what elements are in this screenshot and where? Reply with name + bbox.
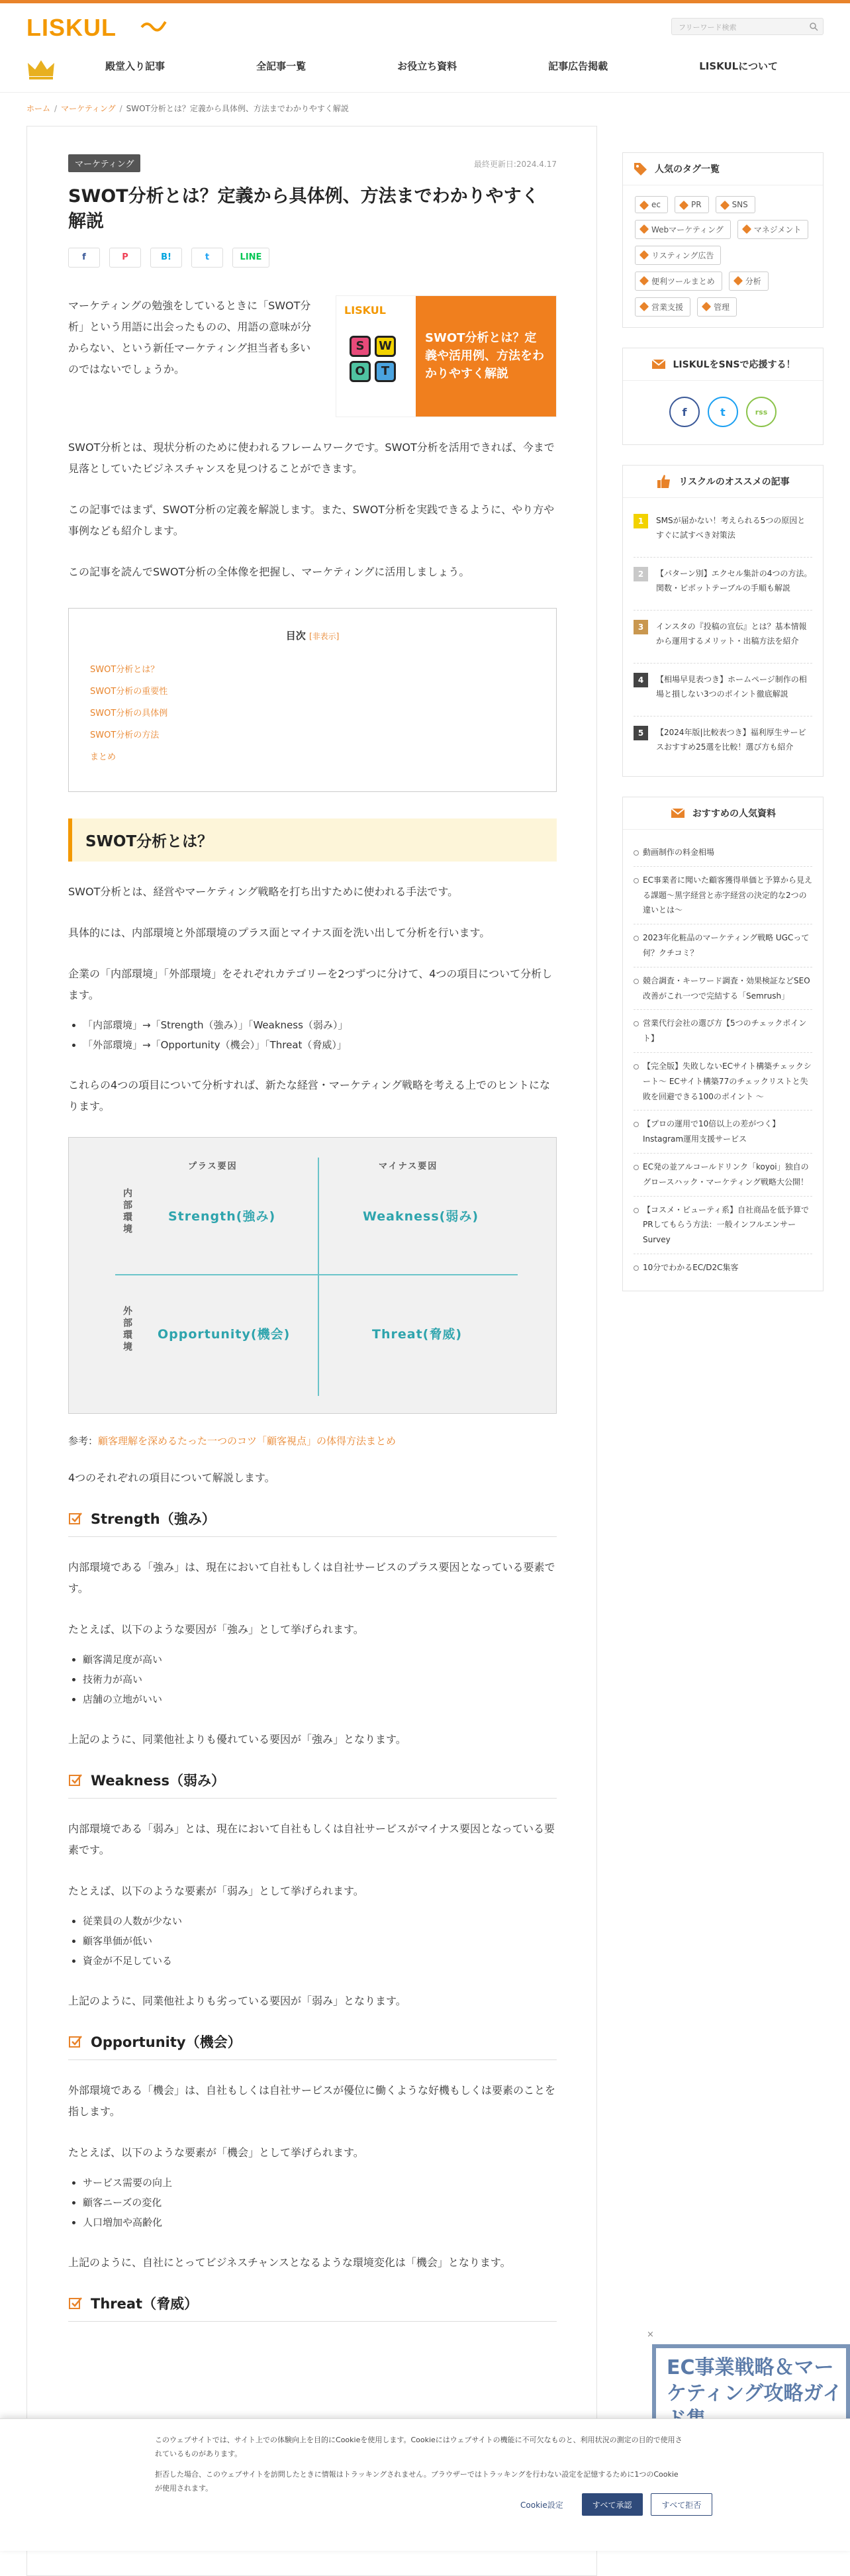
ranking-item-title[interactable]: インスタの『投稿の宣伝』とは？基本情報から運用するメリット・出稿方法を紹介 <box>656 622 807 646</box>
body-paragraph: 上記のように、自社にとってビジネスチャンスとなるような環境変化は「機会」となります。 <box>68 2255 511 2269</box>
toc-title: 目次 <box>285 629 306 642</box>
tag-admin[interactable]: 管理 <box>697 297 737 317</box>
intro-paragraph: マーケティングの勉強をしているときに「SWOT分析」という用語に出会ったものの、用語の意味が分からない、という新任マーケティング担当者も多いのではないでしょうか。 <box>68 299 312 375</box>
list-item: • 「外部環境」→「Opportunity（機会）」「Threat（脅威）」 <box>83 1035 557 1055</box>
share-buttons <box>68 248 557 268</box>
thumbs-up-icon <box>656 473 672 489</box>
logo-wave-icon <box>140 21 167 32</box>
matrix-horizontal-divider <box>115 1274 518 1275</box>
search-icon[interactable] <box>809 22 818 31</box>
facebook-share-button[interactable]: f <box>68 248 100 268</box>
table-of-contents <box>68 608 557 792</box>
list-item: • 顧客単価が低い <box>83 1931 557 1951</box>
ranking-item[interactable] <box>634 611 812 664</box>
resource-link[interactable]: 2023年化粧品のマーケティング戦略 UGCって何？クチコミ？ <box>634 924 812 967</box>
intro-paragraph: SWOT分析とは、現状分析のために使われるフレームワークです。SWOT分析を活用できれば、今まで見落としていたビジネスチャンスを見つけることができます。 <box>68 440 555 475</box>
matrix-internal-label: 内部環境 <box>122 1187 132 1236</box>
rank-number: 2 <box>634 567 648 581</box>
resource-link[interactable]: 【プロの運用で10倍以上の差がつく】Instagram運用支援サービス <box>634 1111 812 1154</box>
checkbox-icon <box>68 1773 83 1787</box>
resources-widget-title: おすすめの人気資料 <box>692 809 777 819</box>
site-logo[interactable]: LISKUL <box>26 14 117 41</box>
subsection-heading-strength: Strength（強み） <box>91 1511 216 1527</box>
rank-number: 1 <box>634 514 648 528</box>
list-item: • 人口増加や高齢化 <box>83 2212 557 2232</box>
resource-link[interactable]: 動画制作の料金相場 <box>634 839 812 867</box>
article-container <box>26 126 597 2576</box>
cookie-settings-button[interactable]: Cookie設定 <box>510 2493 574 2516</box>
tag-analysis[interactable]: 分析 <box>729 272 769 291</box>
rank-number: 3 <box>634 620 648 634</box>
list-item: • サービス需要の向上 <box>83 2173 557 2193</box>
section-heading-swot: SWOT分析とは？ <box>68 818 557 862</box>
eyecatch-caption: SWOT分析とは？定義や活用例、方法をわかりやすく解説 <box>416 296 556 417</box>
tag-icon <box>632 161 648 177</box>
popular-resources-widget <box>622 797 824 1291</box>
ranking-widget-title: リスクルのオススメの記事 <box>679 477 790 487</box>
swot-t-tile: T <box>375 361 396 382</box>
eyecatch-logo: LISKUL <box>344 303 386 317</box>
cookie-text: このウェブサイトでは、サイト上での体験向上を目的にCookieを使用します。Cookieにはウェブサイトの機能に不可欠なものと、利用状況の測定の目的で使用されているものがあります。 <box>155 2436 683 2458</box>
mail-icon <box>670 805 686 821</box>
ranking-item[interactable] <box>634 717 812 769</box>
body-paragraph: たとえば、以下のような要素が「弱み」として挙げられます。 <box>68 1884 364 1897</box>
cookie-text: 拒否した場合、このウェブサイトを訪問したときに情報はトラッキングされません。ブラウザーではトラッキングを行わない設定を記憶するために1つのCookieが使用されます。 <box>155 2469 679 2493</box>
toc-item[interactable]: SWOT分析の重要性 <box>90 686 168 697</box>
breadcrumb-home[interactable]: ホーム <box>26 104 51 113</box>
swot-s-tile: S <box>350 336 371 357</box>
twitter-share-button[interactable]: t <box>191 248 223 268</box>
rank-number: 4 <box>634 673 648 687</box>
hatena-share-button[interactable]: B! <box>150 248 182 268</box>
reference-label: 参考： <box>68 1434 99 1447</box>
ranking-item-title[interactable]: 【パターン別】エクセル集計の4つの方法。関数・ピボットテーブルの手順も解説 <box>656 569 812 593</box>
rss-follow-button[interactable]: rss <box>746 397 777 427</box>
subsection-heading-opportunity: Opportunity（機会） <box>91 2034 242 2050</box>
nav-item-about[interactable]: LISKULについて <box>699 60 778 72</box>
mail-icon <box>651 356 667 372</box>
twitter-follow-button[interactable]: t <box>708 397 738 427</box>
resource-link[interactable]: 10分でわかるEC/D2C集客 <box>634 1254 812 1281</box>
list-item: • 店舗の立地がいい <box>83 1689 557 1709</box>
body-paragraph: 内部環境である「強み」は、現在において自社もしくは自社サービスのプラス要因となっている要素です。 <box>68 1560 555 1595</box>
nav-item-hall-of-fame[interactable]: 殿堂入り記事 <box>105 60 165 72</box>
matrix-external-label: 外部環境 <box>122 1305 132 1354</box>
banner-text[interactable]: EC事業戦略＆マーケティング攻略ガイ <box>667 2356 843 2405</box>
cookie-consent-bar <box>0 2418 850 2551</box>
tag-tools[interactable]: 便利ツールまとめ <box>635 272 722 291</box>
breadcrumb-category[interactable]: マーケティング <box>61 104 116 113</box>
subsection-heading-threat: Threat（脅威） <box>91 2295 199 2312</box>
rank-number: 5 <box>634 726 648 740</box>
toc-item[interactable]: SWOT分析の具体例 <box>90 708 168 718</box>
list-item: • 従業員の人数が少ない <box>83 1911 557 1931</box>
tag-sns[interactable]: SNS <box>716 196 755 213</box>
line-share-button[interactable]: LINE <box>232 248 269 268</box>
list-item: • 技術力が高い <box>83 1669 557 1689</box>
body-paragraph: 上記のように、同業他社よりも劣っている要因が「弱み」となります。 <box>68 1994 406 2007</box>
body-paragraph: SWOT分析とは、経営やマーケティング戦略を打ち出すために使われる手法です。 <box>68 885 459 898</box>
breadcrumb-current: SWOT分析とは？定義から具体例、方法までわかりやすく解説 <box>126 104 349 113</box>
nav-item-resources[interactable]: お役立ち資料 <box>397 60 457 72</box>
body-paragraph: 内部環境である「弱み」とは、現在において自社もしくは自社サービスがマイナス要因となっている要素です。 <box>68 1822 555 1856</box>
search-input[interactable]: フリーワード検索 <box>671 18 824 35</box>
body-paragraph: 具体的には、内部環境と外部環境のプラス面とマイナス面を洗い出して分析を行います。 <box>68 926 491 939</box>
tags-widget-title: 人気のタグ一覧 <box>655 164 720 175</box>
ranking-item-title[interactable]: 【2024年版|比較表つき】福利厚生サービスおすすめ25選を比較！選び方も紹介 <box>656 728 806 752</box>
checkbox-icon <box>68 1511 83 1526</box>
ranking-item-title[interactable]: SMSが届かない！考えられる5つの原因とすぐに試すべき対策法 <box>656 516 806 540</box>
floating-banner[interactable] <box>647 2330 850 2430</box>
body-paragraph: 上記のように、同業他社よりも優れている要因が「強み」となります。 <box>68 1732 406 1746</box>
breadcrumb: ホーム / マーケティング / SWOT分析とは？定義から具体例、方法までわかりやすく解説 <box>26 104 349 113</box>
sns-widget <box>622 348 824 445</box>
ranking-item[interactable] <box>634 664 812 717</box>
list-item: • 顧客満足度が高い <box>83 1650 557 1669</box>
cookie-accept-button[interactable]: すべて承認 <box>582 2493 643 2516</box>
category-badge[interactable]: マーケティング <box>68 154 140 172</box>
reference-link[interactable]: 顧客理解を深めるたった一つのコツ「顧客視点」の体得方法まとめ <box>98 1434 397 1447</box>
body-paragraph: 4つのそれぞれの項目について解説します。 <box>68 1471 275 1484</box>
tag-management[interactable]: マネジメント <box>737 220 809 239</box>
matrix-weakness: Weakness(弱み) <box>363 1209 479 1224</box>
ranking-item[interactable] <box>634 505 812 558</box>
banner-close-icon[interactable]: × <box>647 2330 654 2340</box>
matrix-strength: Strength(強み) <box>168 1209 276 1224</box>
swot-o-tile: O <box>350 361 371 382</box>
pocket-share-button[interactable]: P <box>109 248 141 268</box>
checkbox-icon <box>68 2034 83 2049</box>
list-item: • 資金が不足している <box>83 1951 557 1971</box>
intro-paragraph: この記事ではまず、SWOT分析の定義を解説します。また、SWOT分析を実践できるように、やり方や事例なども紹介します。 <box>68 503 555 537</box>
matrix-opportunity: Opportunity(機会) <box>158 1326 291 1342</box>
list-item: • 顧客ニーズの変化 <box>83 2193 557 2212</box>
site-header <box>0 3 850 43</box>
matrix-plus-label: プラス要因 <box>188 1161 238 1171</box>
resource-link[interactable]: 営業代行会社の選び方【5つのチェックポイント】 <box>634 1010 812 1053</box>
facebook-follow-button[interactable]: f <box>669 397 700 427</box>
tag-pr[interactable]: PR <box>675 196 709 213</box>
sns-widget-title: LISKULをSNSで応援する！ <box>673 360 796 370</box>
swot-w-tile: W <box>375 336 396 357</box>
ranking-item-title[interactable]: 【相場早見表つき】ホームページ制作の相場と損しない3つのポイント徹底解説 <box>656 675 807 699</box>
ranking-item[interactable] <box>634 558 812 611</box>
resource-link[interactable]: EC発の並アルコールドリンク「koyoi」独自のグロースハック・マーケティング戦略大公開！ <box>634 1154 812 1197</box>
subsection-heading-weakness: Weakness（弱み） <box>91 1772 225 1789</box>
nav-item-all-articles[interactable]: 全記事一覧 <box>256 60 307 72</box>
tag-ec[interactable]: ec <box>635 196 668 213</box>
body-paragraph: 外部環境である「機会」は、自社もしくは自社サービスが優位に働くような好機もしくは要素のことを指します。 <box>68 2083 556 2118</box>
popular-tags-widget <box>622 152 824 328</box>
matrix-threat: Threat(脅威) <box>372 1326 463 1342</box>
matrix-minus-label: マイナス要因 <box>379 1161 438 1171</box>
matrix-vertical-divider <box>318 1158 319 1396</box>
resource-link[interactable]: EC事業者に聞いた顧客獲得単価と予算から見える課題〜黒字経営と赤字経営の決定的な2つの違いとは〜 <box>634 867 812 924</box>
list-item: • 「内部環境」→「Strength（強み）」「Weakness（弱み）」 <box>83 1015 557 1035</box>
toc-item[interactable]: SWOT分析の方法 <box>90 730 160 740</box>
intro-paragraph: この記事を読んでSWOT分析の全体像を把握し、マーケティングに活用しましょう。 <box>68 565 470 578</box>
crown-icon <box>26 58 56 80</box>
toc-toggle[interactable]: [非表示] <box>308 631 340 641</box>
body-paragraph: 企業の「内部環境」「外部環境」をそれぞれカテゴリーを2つずつに分けて、4つの項目について分析します。 <box>68 967 553 1001</box>
nav-item-advertise[interactable]: 記事広告掲載 <box>548 60 608 72</box>
page-title: SWOT分析とは？定義から具体例、方法までわかりやすく解説 <box>68 186 540 232</box>
eyecatch-image <box>336 295 557 417</box>
toc-item[interactable]: SWOT分析とは？ <box>90 664 160 675</box>
resource-link[interactable]: 競合調査・キーワード調査・効果検証などSEO改善がこれ一つで完結する「Semrush」 <box>634 967 812 1011</box>
updated-date: 最終更新日:2024.4.17 <box>473 160 557 169</box>
sidebar <box>622 152 824 1311</box>
tag-listing-ads[interactable]: リスティング広告 <box>635 246 721 265</box>
tag-sales-support[interactable]: 営業支援 <box>635 297 690 317</box>
cookie-reject-button[interactable]: すべて拒否 <box>651 2493 713 2516</box>
tag-web-marketing[interactable]: Webマーケティング <box>635 220 731 239</box>
resource-link[interactable]: 【完全版】失敗しないECサイト構築チェックシート〜 ECサイト構築77のチェックリストと失敗を回避できる100のポイント 〜 <box>634 1053 812 1111</box>
body-paragraph: たとえば、以下のような要因が「強み」として挙げられます。 <box>68 1622 364 1636</box>
body-paragraph: これらの4つの項目について分析すれば、新たな経営・マーケティング戦略を考える上でのヒントになります。 <box>68 1078 550 1113</box>
swot-matrix-diagram <box>68 1137 557 1414</box>
resource-link[interactable]: 【コスメ・ビューティ系】自社商品を低予算でPRしてもらう方法：一般インフルエンサーSurvey <box>634 1197 812 1254</box>
body-paragraph: たとえば、以下のような要素が「機会」として挙げられます。 <box>68 2146 364 2159</box>
toc-item[interactable]: まとめ <box>90 752 117 762</box>
checkbox-icon <box>68 2296 83 2310</box>
recommended-articles-widget <box>622 465 824 777</box>
global-nav <box>0 43 850 93</box>
